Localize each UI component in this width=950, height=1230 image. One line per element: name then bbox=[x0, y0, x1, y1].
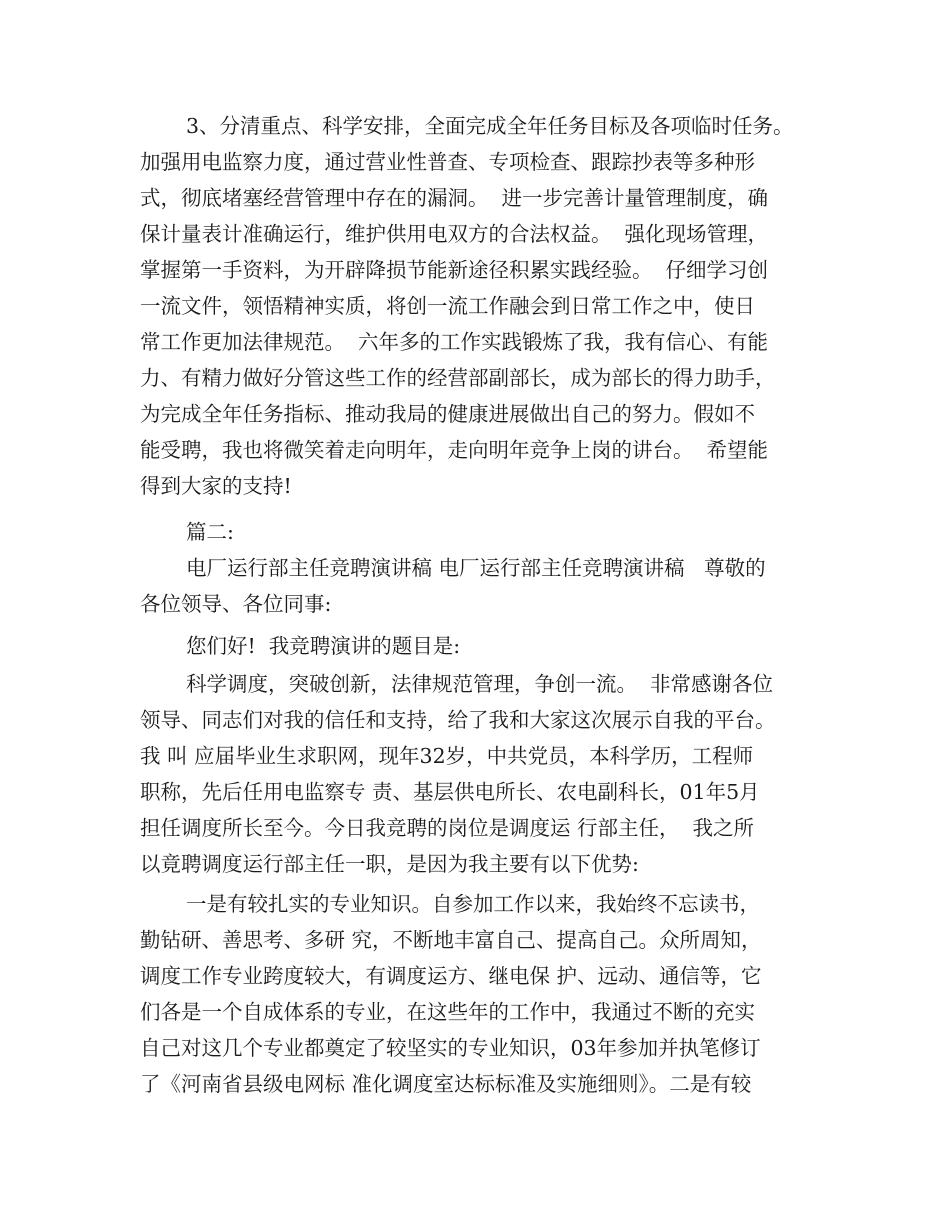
text-line: 科学调度，突破创新，法律规范管理，争创一流。 非常感谢各位 bbox=[186, 672, 774, 696]
text-line: 自己对这几个专业都奠定了较坚实的专业知识，03年参加并执笔修订 bbox=[140, 1036, 761, 1060]
text-line: 担任调度所长至今。今日我竞聘的岗位是调度运 行部主任， 我之所 bbox=[140, 816, 755, 840]
text-line: 您们好! 我竞聘演讲的题目是: bbox=[186, 634, 461, 658]
text-line: 加强用电监察力度，通过营业性普查、专项检查、跟踪抄表等多种形 bbox=[140, 150, 755, 174]
text-line: 了《河南省县级电网标 准化调度室达标标准及实施细则》。二是有较 bbox=[140, 1072, 752, 1096]
text-line: 式，彻底堵塞经营管理中存在的漏洞。 进一步完善计量管理制度，确 bbox=[140, 186, 769, 210]
text-line: 一是有较扎实的专业知识。自参加工作以来，我始终不忘读书， bbox=[186, 892, 760, 916]
text-line: 我 叫 应届毕业生求职网，现年32岁，中共党员，本科学历，工程师 bbox=[140, 744, 754, 768]
text-line: 勤钻研、善思考、多研 究，不断地丰富自己、提高自己。众所周知， bbox=[140, 928, 762, 952]
text-line: 3、分清重点、科学安排，全面完成全年任务目标及各项临时任务。 bbox=[186, 114, 794, 138]
text-line: 能受聘，我也将微笑着走向明年，走向明年竞争上岗的讲台。 希望能 bbox=[140, 438, 769, 462]
text-line: 常工作更加法律规范。 六年多的工作实践锻炼了我，我有信心、有能 bbox=[140, 330, 769, 354]
text-line: 领导、同志们对我的信任和支持，给了我和大家这次展示自我的平台。 bbox=[140, 708, 776, 732]
text-line: 得到大家的支持! bbox=[140, 474, 292, 498]
text-line: 职称，先后任用电监察专 责、基层供电所长、农电副科长，01年5月 bbox=[140, 780, 760, 804]
text-line: 保计量表计准确运行，维护供用电双方的合法权益。 强化现场管理， bbox=[140, 222, 769, 246]
text-line: 们各是一个自成体系的专业，在这些年的工作中，我通过不断的充实 bbox=[140, 1000, 755, 1024]
text-line: 电厂运行部主任竞聘演讲稿 电厂运行部主任竞聘演讲稿 尊敬的 bbox=[186, 556, 766, 580]
text-line: 一流文件，领悟精神实质，将创一流工作融会到日常工作之中，使日 bbox=[140, 294, 755, 318]
text-line: 力、有精力做好分管这些工作的经营部副部长，成为部长的得力助手， bbox=[140, 366, 776, 390]
text-line: 掌握第一手资料，为开辟降损节能新途径积累实践经验。 仔细学习创 bbox=[140, 258, 769, 282]
text-line: 以竟聘调度运行部主任一职，是因为我主要有以下优势: bbox=[140, 852, 639, 876]
text-line: 为完成全年任务指标、推动我局的健康进展做出自己的努力。假如不 bbox=[140, 402, 755, 426]
text-line: 各位领导、各位同事: bbox=[140, 592, 332, 616]
text-line: 调度工作专业跨度较大，有调度运方、继电保 护、远动、通信等，它 bbox=[140, 964, 762, 988]
section-heading: 篇二: bbox=[186, 520, 234, 544]
